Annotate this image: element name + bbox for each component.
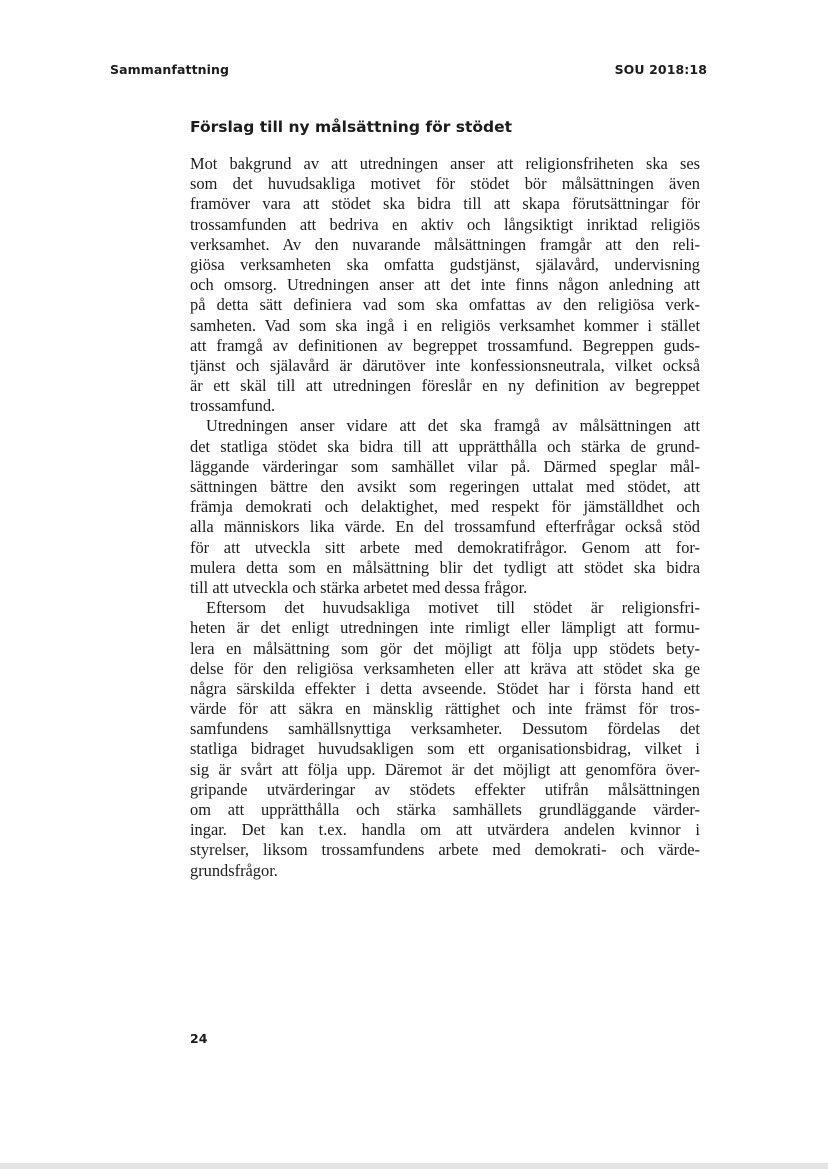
text-line: några särskilda effekter i detta avseende. Stödet har i första hand ett bbox=[190, 678, 700, 698]
text-line: på detta sätt definiera vad som ska omfattas av den religiösa verk- bbox=[190, 295, 700, 315]
text-line: värde för att säkra en mänsklig rättighet och inte främst för tros- bbox=[190, 699, 700, 719]
text-line: heten är det enligt utredningen inte rimligt eller lämpligt att formu- bbox=[190, 618, 700, 638]
running-head-section: Sammanfattning bbox=[110, 62, 230, 77]
text-line: att framgå av definitionen av begreppet trossamfund. Begreppen guds- bbox=[190, 335, 700, 355]
text-line: som det huvudsakliga motivet för stödet bör målsättningen även bbox=[190, 174, 700, 194]
text-line: sig är svårt att följa upp. Däremot är det möjligt att genomföra över- bbox=[190, 759, 700, 779]
text-line: delse för den religiösa verksamheten eller att kräva att stödet ska ge bbox=[190, 658, 700, 678]
text-line: Mot bakgrund av att utredningen anser att religionsfriheten ska ses bbox=[190, 154, 700, 173]
section-heading: Förslag till ny målsättning för stödet bbox=[190, 118, 513, 136]
text-line: giösa verksamheten ska omfatta gudstjänst, själavård, undervisning bbox=[190, 254, 700, 274]
text-line: samfundens samhällsnyttiga verksamheter. Dessutom fördelas det bbox=[190, 719, 700, 739]
text-line: trossamfund. bbox=[190, 396, 276, 416]
text-line: är ett skäl till att utredningen föreslår en ny definition av begreppet bbox=[190, 376, 700, 396]
page-number: 24 bbox=[190, 1031, 208, 1046]
text-line: det statliga stödet ska bidra till att upprätthålla och stärka de grund- bbox=[190, 436, 700, 456]
running-head-report-id: SOU 2018:18 bbox=[614, 62, 707, 77]
text-line: Eftersom det huvudsakliga motivet till stödet är religionsfri- bbox=[206, 598, 700, 618]
paragraph-1 bbox=[190, 154, 700, 416]
body-text bbox=[190, 154, 700, 881]
text-line: för att utveckla sitt arbete med demokratifrågor. Genom att for- bbox=[190, 537, 700, 557]
text-line: om att upprätthålla och stärka samhällets grundläggande värder- bbox=[190, 800, 700, 819]
text-line: alla människors lika värde. En del trossamfund efterfrågar också stöd bbox=[190, 517, 700, 537]
text-line: mulera detta som en målsättning blir det tydligt att stödet ska bidra bbox=[190, 557, 700, 577]
text-line: främja demokrati och delaktighet, med respekt för jämställdhet och bbox=[190, 497, 700, 517]
text-line: sättningen bättre den avsikt som regeringen uttalat med stödet, att bbox=[190, 477, 700, 496]
text-line: lera en målsättning som gör det möjligt att följa upp stödets bety- bbox=[190, 638, 700, 658]
text-line: gripande utvärderingar av stödets effekter utifrån målsättningen bbox=[190, 779, 700, 799]
text-line: statliga bidraget huvudsakligen som ett organisationsbidrag, vilket i bbox=[190, 739, 700, 759]
paragraph-2 bbox=[190, 416, 700, 598]
text-line: framöver vara att stödet ska bidra till att skapa förutsättningar för bbox=[190, 194, 700, 214]
text-line: läggande värderingar som samhället vilar på. Därmed speglar mål- bbox=[190, 456, 700, 476]
text-line: trossamfunden att bedriva en aktiv och långsiktigt inriktad religiös bbox=[190, 214, 700, 234]
scan-edge-divider bbox=[0, 1163, 828, 1169]
text-line: till att utveckla och stärka arbetet med dessa frågor. bbox=[190, 577, 528, 597]
text-line: ingar. Det kan t.ex. handla om att utvärdera andelen kvinnor i bbox=[190, 820, 700, 840]
text-line: grundsfrågor. bbox=[190, 860, 278, 880]
text-line: och omsorg. Utredningen anser att det inte finns någon anledning att bbox=[190, 275, 700, 295]
text-line: samheten. Vad som ska ingå i en religiös verksamhet kommer i stället bbox=[190, 315, 700, 335]
text-line: tjänst och själavård är därutöver inte konfessionsneutrala, vilket också bbox=[190, 355, 700, 375]
text-line: styrelser, liksom trossamfundens arbete med demokrati- och värde- bbox=[190, 840, 700, 860]
paragraph-3 bbox=[190, 598, 700, 881]
text-line: Utredningen anser vidare att det ska framgå av målsättningen att bbox=[206, 416, 700, 436]
text-line: verksamhet. Av den nuvarande målsättningen framgår att den reli- bbox=[190, 234, 700, 254]
